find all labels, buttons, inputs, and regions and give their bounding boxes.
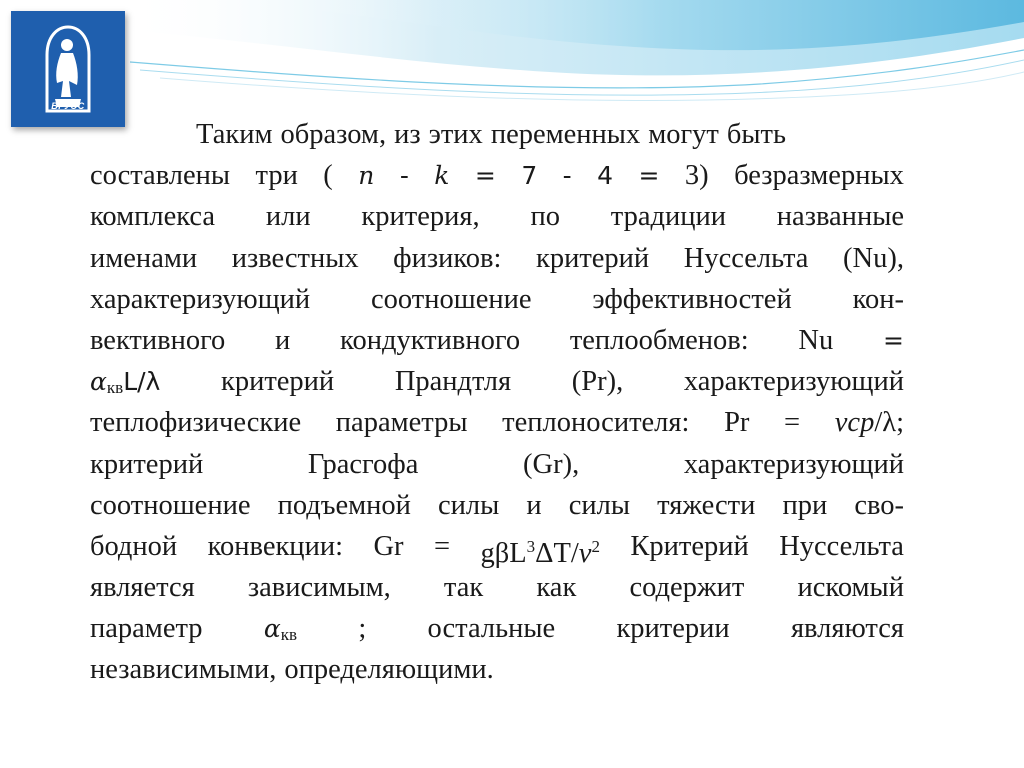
math-expr: ΔT/ xyxy=(535,537,579,569)
word: так xyxy=(443,572,484,604)
word: эффективностей xyxy=(592,283,792,315)
word: характеризующий xyxy=(683,448,904,480)
word: или xyxy=(265,201,311,233)
word: остальные xyxy=(427,613,556,645)
superscript: 3 xyxy=(526,536,536,556)
word: критерии xyxy=(616,613,730,645)
word: три xyxy=(255,160,298,192)
subscript: кв xyxy=(106,378,124,398)
word: Нуссельта xyxy=(779,530,904,562)
text-line xyxy=(90,526,904,567)
word: могут xyxy=(648,119,719,150)
nusselt-formula xyxy=(90,361,160,402)
math-op: - xyxy=(562,161,572,191)
word: теплообменов: xyxy=(569,324,749,356)
word: соотношение xyxy=(90,489,251,521)
word: (Nu), xyxy=(843,242,904,274)
word: (Pr), xyxy=(571,366,624,398)
math-expr: νcp xyxy=(834,407,875,439)
word: Таким xyxy=(196,119,273,150)
word: критерий xyxy=(90,448,204,480)
word: и xyxy=(275,324,291,356)
word: сво- xyxy=(854,489,904,521)
word: конвекции: xyxy=(207,530,343,562)
text-line xyxy=(90,320,904,361)
alpha-symbol: α xyxy=(263,614,281,644)
text-line xyxy=(90,485,904,526)
math-op: = xyxy=(474,161,496,191)
word: параметр xyxy=(90,613,203,645)
math-op: - xyxy=(399,161,409,191)
math-expr: L/λ xyxy=(123,367,161,397)
math-op: = xyxy=(638,161,660,191)
word: искомый xyxy=(797,572,904,604)
word: 3) xyxy=(684,160,709,192)
word: образом, xyxy=(280,119,387,150)
word: параметры xyxy=(335,407,468,439)
word: являются xyxy=(790,613,904,645)
word: кон- xyxy=(852,283,904,315)
word: физиков: xyxy=(393,242,502,274)
word: ( xyxy=(323,160,333,192)
alpha-param xyxy=(264,608,297,649)
word: силы xyxy=(568,489,631,521)
word: соотношение xyxy=(371,283,532,315)
word: ; xyxy=(358,613,367,645)
word: из xyxy=(394,119,421,150)
word: Грасгофа xyxy=(307,448,419,480)
text-line xyxy=(90,402,904,443)
grashof-formula xyxy=(480,526,599,567)
word: вективного xyxy=(90,324,226,356)
text-line xyxy=(90,567,904,608)
text-line xyxy=(90,196,904,237)
word: при xyxy=(782,489,828,521)
word: Прандтля xyxy=(394,366,512,398)
word: (Gr), xyxy=(523,448,580,480)
text-line xyxy=(90,444,904,485)
word: = xyxy=(784,407,801,439)
word: = xyxy=(433,530,451,562)
word: независимыми, xyxy=(90,654,277,686)
math-var: n xyxy=(358,161,375,191)
text-line xyxy=(90,608,904,649)
word: названные xyxy=(776,201,904,233)
logo-label: ВГУЭС xyxy=(51,101,85,111)
word: критерия, xyxy=(361,201,480,233)
text-line xyxy=(90,279,904,320)
math-expr: /λ; xyxy=(874,407,904,439)
word: Критерий xyxy=(630,530,749,562)
university-logo xyxy=(11,11,125,127)
word: и xyxy=(526,489,542,521)
word: является xyxy=(90,572,195,604)
math-expr: gβL xyxy=(480,537,527,569)
prandtl-formula xyxy=(835,402,904,443)
alpha-symbol: α xyxy=(90,367,107,397)
word: по xyxy=(530,201,560,233)
word: критерий xyxy=(220,366,335,398)
word: именами xyxy=(90,242,198,274)
text-line xyxy=(90,238,904,279)
math-op: = xyxy=(883,325,904,355)
word: бодной xyxy=(90,530,178,562)
math-var: ν xyxy=(578,537,592,569)
word: известных xyxy=(231,242,359,274)
superscript: 2 xyxy=(591,536,600,556)
word: критерий xyxy=(535,242,650,274)
word: как xyxy=(536,572,577,604)
main-paragraph xyxy=(90,114,904,691)
header-wave-decoration xyxy=(0,0,1024,110)
word: содержит xyxy=(629,572,745,604)
word: составлены xyxy=(90,160,231,192)
subscript: кв xyxy=(280,625,298,645)
word: тяжести xyxy=(657,489,756,521)
math-num: 4 xyxy=(597,161,614,191)
word: комплекса xyxy=(90,201,216,233)
word: переменных xyxy=(490,119,641,150)
text-line xyxy=(90,361,904,402)
text-line xyxy=(90,114,904,155)
word: подъемной xyxy=(277,489,411,521)
word: характеризующий xyxy=(683,366,904,398)
word: традиции xyxy=(610,201,726,233)
text-line xyxy=(90,649,904,690)
word: этих xyxy=(428,119,483,150)
word: силы xyxy=(438,489,500,521)
word: характеризующий xyxy=(90,283,311,315)
text-line xyxy=(90,155,904,196)
word: теплоносителя: xyxy=(502,407,690,439)
word: Pr xyxy=(724,407,750,439)
word: безразмерных xyxy=(734,160,904,192)
word: Нуссельта xyxy=(683,242,809,274)
word: кондуктивного xyxy=(340,324,521,356)
word: зависимым, xyxy=(247,572,391,604)
word: теплофизические xyxy=(90,407,302,439)
math-var: k xyxy=(434,161,450,191)
word: определяющими. xyxy=(284,654,494,686)
math-num: 7 xyxy=(521,161,538,191)
word: Gr xyxy=(373,530,404,562)
word: Nu xyxy=(798,324,834,356)
word: быть xyxy=(726,119,786,150)
